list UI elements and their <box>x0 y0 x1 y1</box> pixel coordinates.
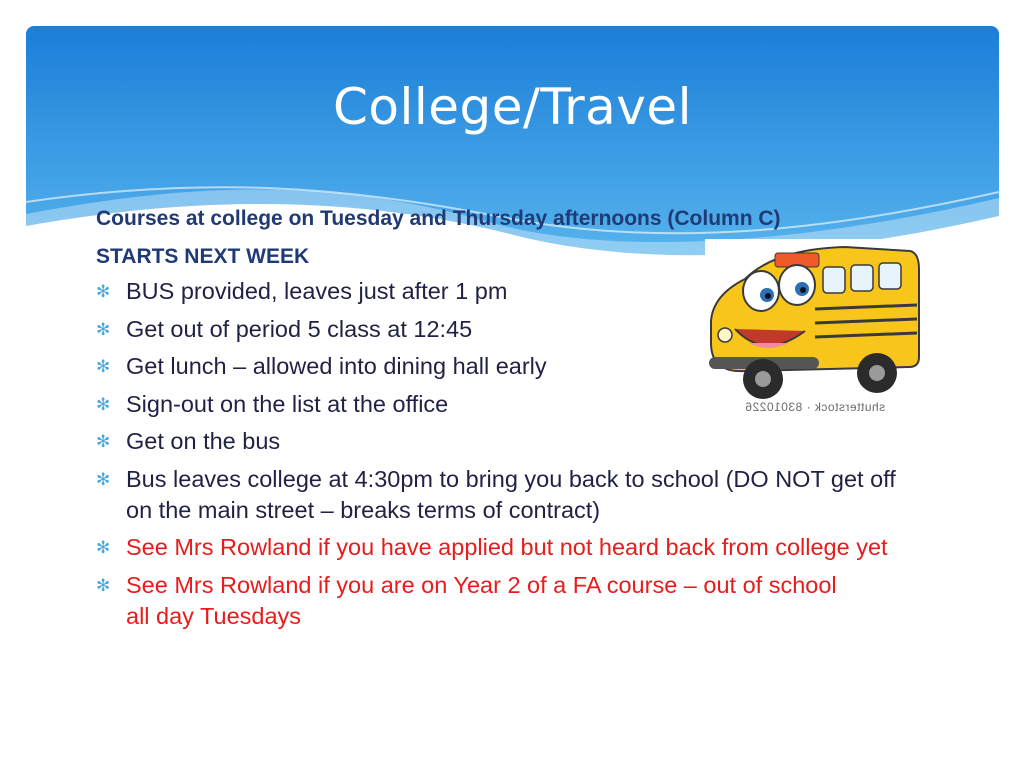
list-item-text: Get out of period 5 class at 12:45 <box>126 315 473 342</box>
heading-line-starts: STARTS NEXT WEEK <box>96 245 310 268</box>
asterisk-icon: ✻ <box>96 282 111 301</box>
list-item-text: BUS provided, leaves just after 1 pm <box>126 278 508 304</box>
list-item-text: Sign-out on the list at the office <box>126 390 449 417</box>
list-item <box>96 464 896 526</box>
asterisk-icon: ✻ <box>96 432 111 451</box>
slide-content <box>96 200 926 638</box>
asterisk-icon: ✻ <box>96 575 111 595</box>
asterisk-icon: ✻ <box>96 319 111 339</box>
list-item <box>96 426 926 457</box>
asterisk-icon: ✻ <box>96 357 111 376</box>
list-item-text: See Mrs Rowland if you are on Year 2 of a FA course – out of school all day Tuesdays <box>126 571 837 629</box>
asterisk-icon: ✻ <box>96 538 111 557</box>
list-item <box>96 351 926 382</box>
asterisk-icon: ✻ <box>96 394 111 414</box>
list-item-text: Get lunch – allowed into dining hall early <box>126 353 547 379</box>
bullet-list <box>96 276 926 632</box>
list-item-highlight <box>96 570 866 632</box>
list-item <box>96 276 926 307</box>
slide-title: College/Travel <box>332 78 693 136</box>
list-item-text: Bus leaves college at 4:30pm to bring you back to school (DO NOT get off on the main street – breaks terms of contract) <box>126 465 896 523</box>
list-item-text: Get on the bus <box>126 428 281 454</box>
list-item-text: See Mrs Rowland if you have applied but not heard back from college yet <box>126 534 888 560</box>
list-item <box>96 314 926 345</box>
list-item <box>96 389 926 420</box>
asterisk-icon: ✻ <box>96 469 111 489</box>
heading-line-courses: Courses at college on Tuesday and Thursday afternoons (Column C) <box>96 207 781 230</box>
image-watermark: shutterstock · 83010226 <box>744 400 886 414</box>
list-item-highlight <box>96 532 896 563</box>
